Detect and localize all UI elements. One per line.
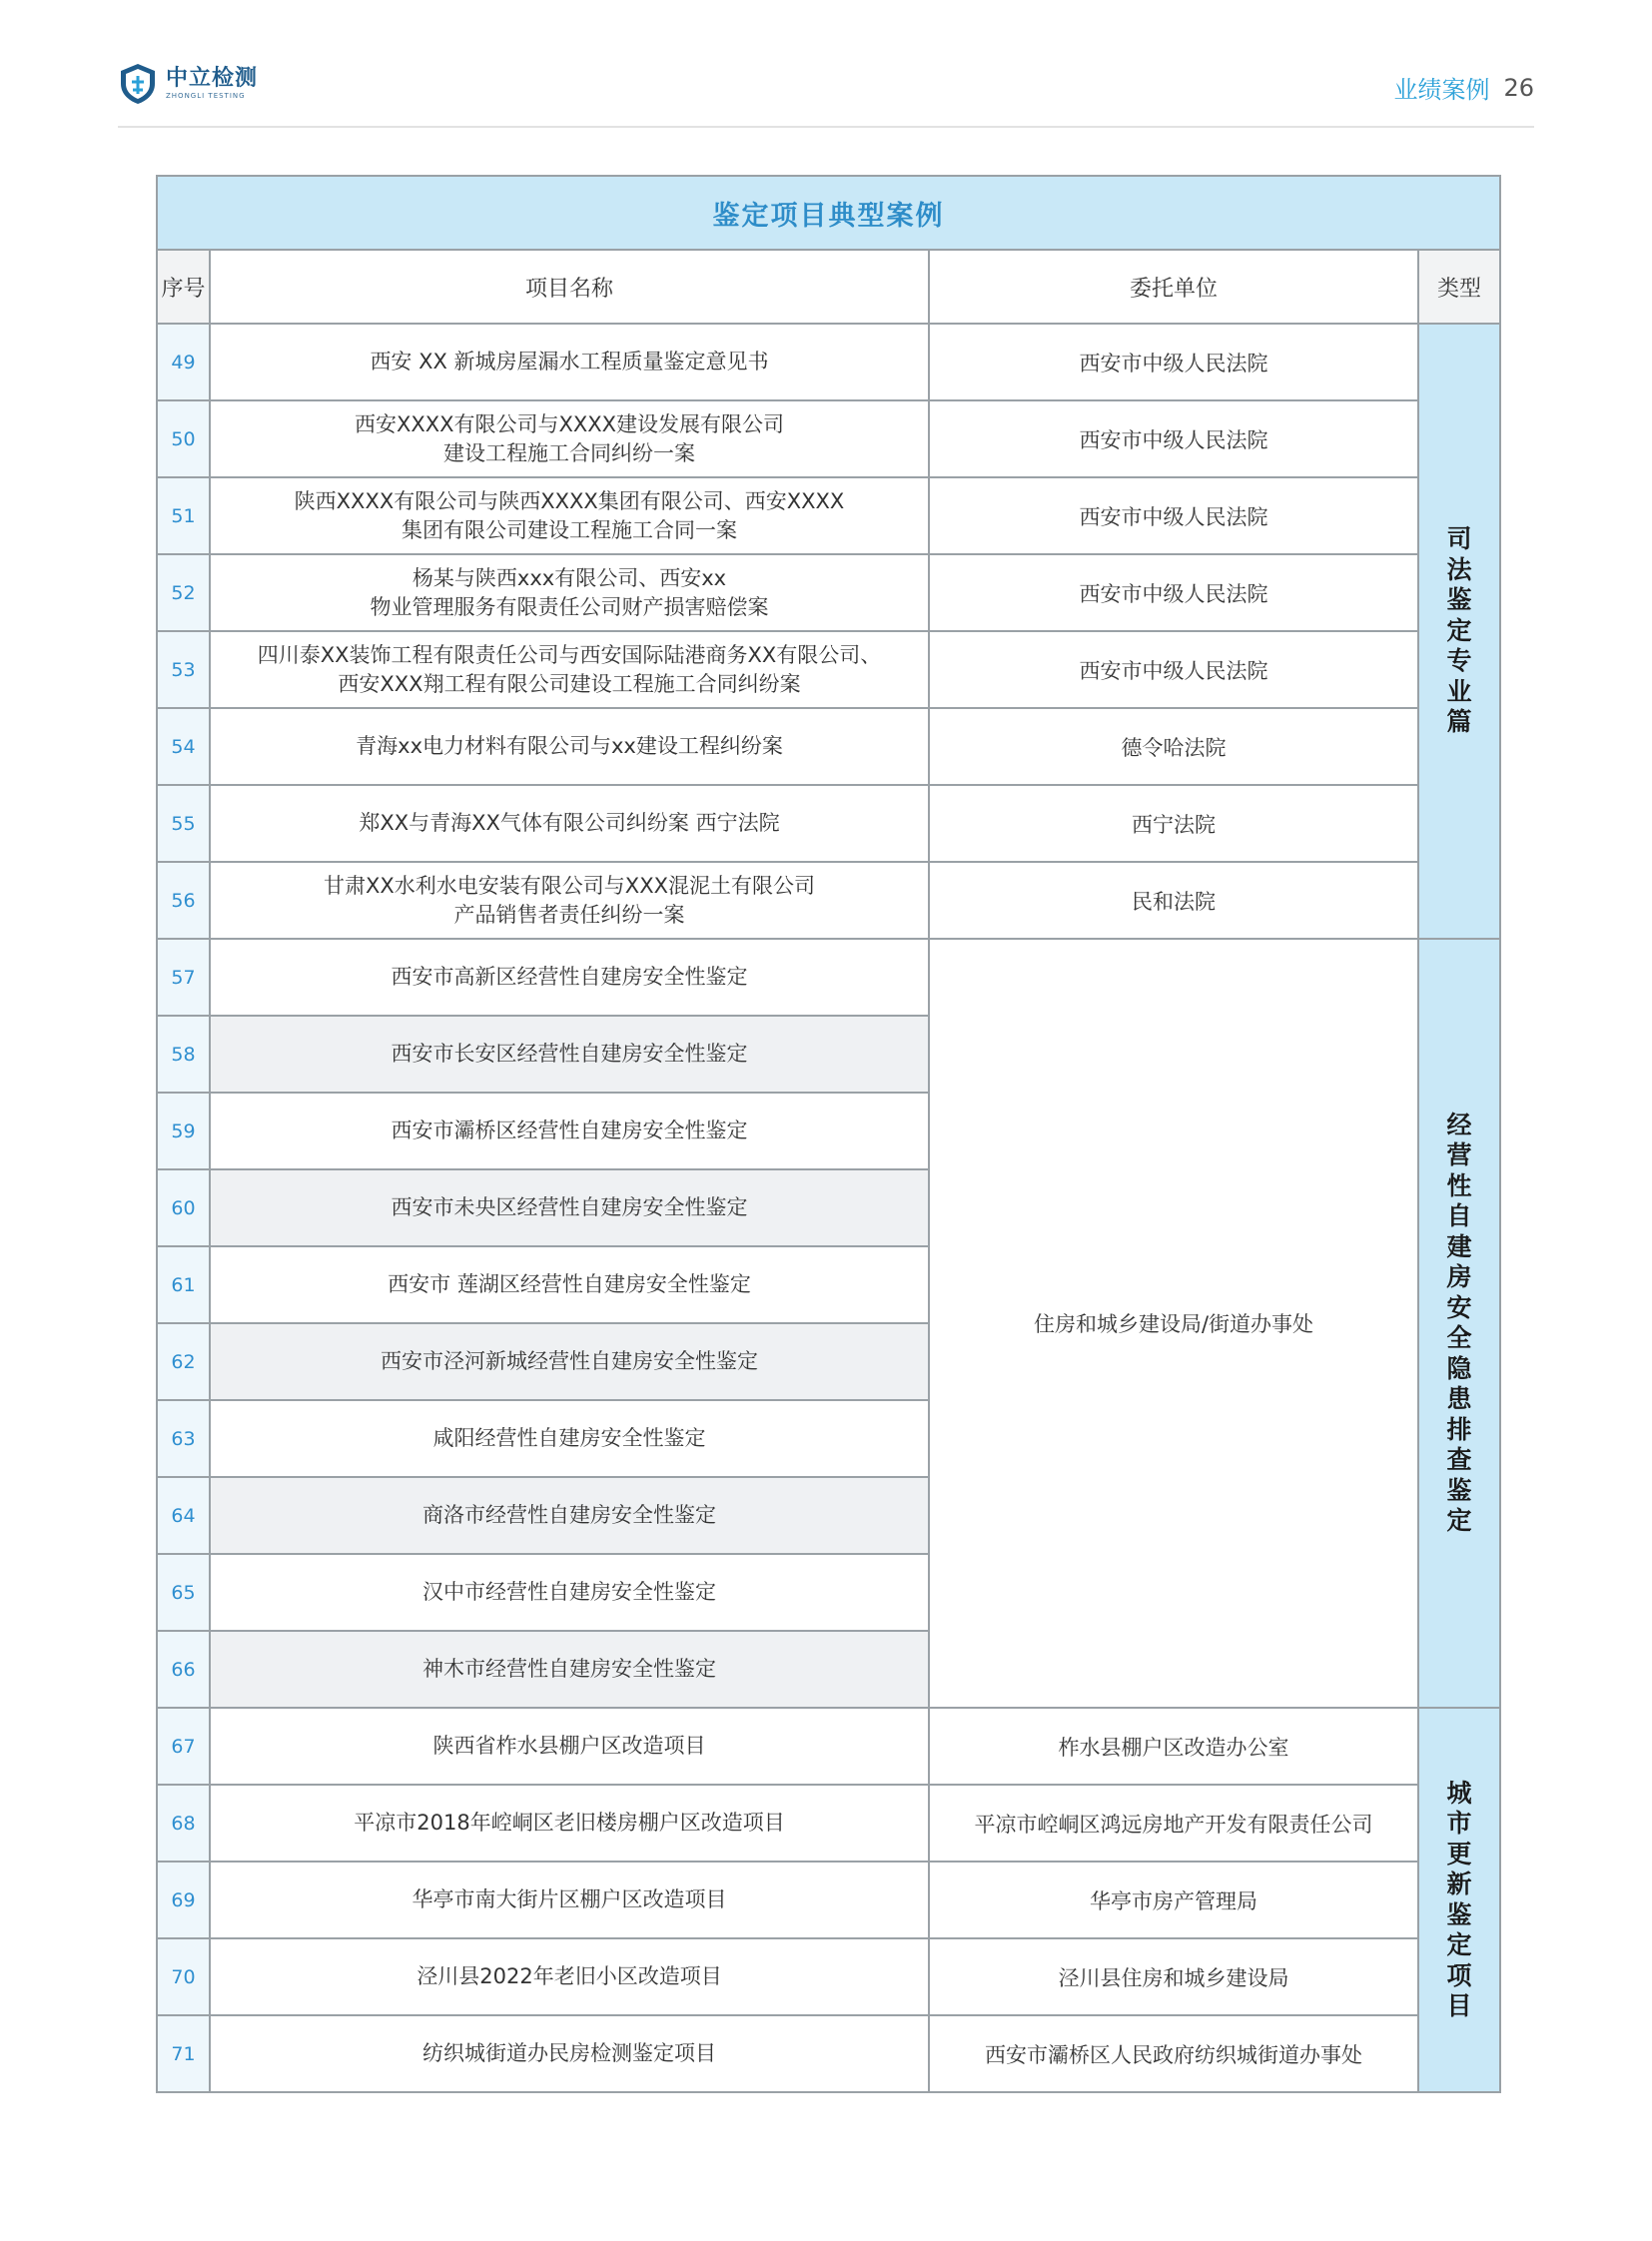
row-client: 德令哈法院: [929, 708, 1418, 785]
row-seq-number: 52: [157, 554, 210, 631]
row-seq-number: 71: [157, 2015, 210, 2092]
project-name-line: 西安市 莲湖区经营性自建房安全性鉴定: [388, 1272, 751, 1297]
row-client: 西安市中级人民法院: [929, 324, 1418, 400]
project-name-line: 四川泰XX装饰工程有限责任公司与西安国际陆港商务XX有限公司、: [257, 643, 882, 668]
project-name-line: 平凉市2018年崆峒区老旧楼房棚户区改造项目: [354, 1811, 785, 1836]
project-name-line: 陕西省柞水县棚户区改造项目: [432, 1734, 706, 1759]
row-seq-number: 55: [157, 785, 210, 862]
project-name-line: 华亭市南大街片区棚户区改造项目: [412, 1887, 727, 1912]
table-body: [157, 324, 1500, 2092]
row-seq-number: 61: [157, 1246, 210, 1323]
project-name-line: 郑XX与青海XX气体有限公司纠纷案 西宁法院: [359, 811, 780, 836]
company-logo: [118, 62, 258, 106]
type-category-label: 司法鉴定专业篇: [1446, 524, 1472, 737]
row-project-name: [210, 324, 929, 400]
logo-english-name: ZHONGLI TESTING: [166, 92, 246, 100]
project-name-line: 陕西XXXX有限公司与陕西XXXX集团有限公司、西安XXXX: [294, 489, 845, 514]
row-client: 西宁法院: [929, 785, 1418, 862]
row-seq-number: 63: [157, 1400, 210, 1477]
row-client: 西安市中级人民法院: [929, 631, 1418, 708]
row-seq-number: 59: [157, 1093, 210, 1169]
project-name-line: 泾川县2022年老旧小区改造项目: [416, 1964, 722, 1989]
project-name-line: 物业管理服务有限责任公司财产损害赔偿案: [370, 594, 769, 619]
row-project-name: [210, 785, 929, 862]
row-type-category: [1418, 939, 1500, 1708]
row-client: 泾川县住房和城乡建设局: [929, 1938, 1418, 2015]
row-client: 西安市中级人民法院: [929, 554, 1418, 631]
project-name-line: 咸阳经营性自建房安全性鉴定: [432, 1426, 706, 1451]
table-row: [157, 1938, 1500, 2015]
table-row: [157, 2015, 1500, 2092]
type-category-label: 城市更新鉴定项目: [1446, 1778, 1472, 2020]
project-name-line: 神木市经营性自建房安全性鉴定: [422, 1657, 716, 1682]
row-type-category: [1418, 324, 1500, 939]
table-row: [157, 554, 1500, 631]
project-name-line: 商洛市经营性自建房安全性鉴定: [422, 1503, 716, 1528]
row-seq-number: 51: [157, 477, 210, 554]
row-seq-number: 54: [157, 708, 210, 785]
project-name-line: 西安市高新区经营性自建房安全性鉴定: [391, 965, 748, 990]
page-number: 26: [1503, 73, 1534, 102]
table-row: [157, 631, 1500, 708]
table-row: [157, 400, 1500, 477]
row-project-name: [210, 1169, 929, 1246]
column-header-type: 类型: [1418, 250, 1500, 324]
project-name-line: 产品销售者责任纠纷一案: [453, 902, 685, 927]
row-project-name: [210, 400, 929, 477]
row-seq-number: 68: [157, 1785, 210, 1862]
column-header-client: 委托单位: [929, 250, 1418, 324]
row-project-name: [210, 1708, 929, 1785]
project-name-line: 建设工程施工合同纠纷一案: [443, 440, 695, 465]
row-seq-number: 57: [157, 939, 210, 1016]
table-row: [157, 324, 1500, 400]
row-project-name: [210, 554, 929, 631]
row-client: 西安市中级人民法院: [929, 400, 1418, 477]
row-client-shared: 住房和城乡建设局/街道办事处: [929, 939, 1418, 1708]
table-row: [157, 939, 1500, 1016]
row-seq-number: 53: [157, 631, 210, 708]
row-project-name: [210, 1323, 929, 1400]
row-project-name: [210, 1477, 929, 1554]
row-project-name: [210, 939, 929, 1016]
row-seq-number: 50: [157, 400, 210, 477]
table-row: [157, 477, 1500, 554]
project-name-line: 汉中市经营性自建房安全性鉴定: [422, 1580, 716, 1605]
row-project-name: [210, 1246, 929, 1323]
row-seq-number: 60: [157, 1169, 210, 1246]
table-row: [157, 785, 1500, 862]
table-title: 鉴定项目典型案例: [157, 176, 1500, 250]
project-name-line: 西安市灞桥区经营性自建房安全性鉴定: [391, 1119, 748, 1143]
row-client: 华亭市房产管理局: [929, 1862, 1418, 1938]
project-name-line: 西安市未央区经营性自建房安全性鉴定: [391, 1195, 748, 1220]
cases-table: [156, 175, 1501, 2093]
project-name-line: 青海xx电力材料有限公司与xx建设工程纠纷案: [356, 734, 783, 759]
logo-chinese-name: 中立检测: [166, 66, 259, 91]
project-name-line: 甘肃XX水利水电安装有限公司与XXX混泥土有限公司: [324, 874, 815, 899]
row-seq-number: 66: [157, 1631, 210, 1708]
column-header-seq: 序号: [157, 250, 210, 324]
row-project-name: [210, 1016, 929, 1093]
project-name-line: 西安XXX翔工程有限公司建设工程施工合同纠纷案: [338, 671, 801, 696]
row-client: 柞水县棚户区改造办公室: [929, 1708, 1418, 1785]
row-project-name: [210, 477, 929, 554]
project-name-line: 西安 XX 新城房屋漏水工程质量鉴定意见书: [370, 350, 769, 374]
row-seq-number: 70: [157, 1938, 210, 2015]
row-project-name: [210, 708, 929, 785]
project-name-line: 西安XXXX有限公司与XXXX建设发展有限公司: [354, 412, 785, 437]
shield-logo-icon: [118, 62, 158, 106]
row-project-name: [210, 1400, 929, 1477]
table-row: [157, 862, 1500, 939]
row-project-name: [210, 1862, 929, 1938]
row-seq-number: 49: [157, 324, 210, 400]
page-header: [118, 56, 1534, 126]
row-project-name: [210, 1554, 929, 1631]
row-project-name: [210, 2015, 929, 2092]
project-name-line: 西安市长安区经营性自建房安全性鉴定: [391, 1042, 748, 1067]
row-seq-number: 65: [157, 1554, 210, 1631]
row-client: 平凉市崆峒区鸿远房地产开发有限责任公司: [929, 1785, 1418, 1862]
project-name-line: 杨某与陕西xxx有限公司、西安xx: [412, 566, 727, 591]
row-seq-number: 62: [157, 1323, 210, 1400]
row-client: 西安市中级人民法院: [929, 477, 1418, 554]
row-client: 西安市灞桥区人民政府纺织城街道办事处: [929, 2015, 1418, 2092]
row-project-name: [210, 862, 929, 939]
row-project-name: [210, 631, 929, 708]
row-project-name: [210, 1093, 929, 1169]
row-type-category: [1418, 1708, 1500, 2092]
row-client: 民和法院: [929, 862, 1418, 939]
table-row: [157, 1708, 1500, 1785]
table-row: [157, 708, 1500, 785]
table-row: [157, 1785, 1500, 1862]
column-header-name: 项目名称: [210, 250, 929, 324]
row-seq-number: 67: [157, 1708, 210, 1785]
row-seq-number: 64: [157, 1477, 210, 1554]
header-divider: [118, 126, 1534, 128]
row-seq-number: 56: [157, 862, 210, 939]
project-name-line: 集团有限公司建设工程施工合同一案: [402, 517, 737, 542]
row-seq-number: 69: [157, 1862, 210, 1938]
project-name-line: 纺织城街道办民房检测鉴定项目: [422, 2041, 716, 2066]
row-project-name: [210, 1631, 929, 1708]
row-project-name: [210, 1938, 929, 2015]
project-name-line: 西安市泾河新城经营性自建房安全性鉴定: [381, 1349, 758, 1374]
table-row: [157, 1862, 1500, 1938]
section-label: 业绩案例: [1393, 76, 1490, 104]
type-category-label: 经营性自建房安全隐患排查鉴定: [1446, 1110, 1472, 1535]
row-seq-number: 58: [157, 1016, 210, 1093]
row-project-name: [210, 1785, 929, 1862]
